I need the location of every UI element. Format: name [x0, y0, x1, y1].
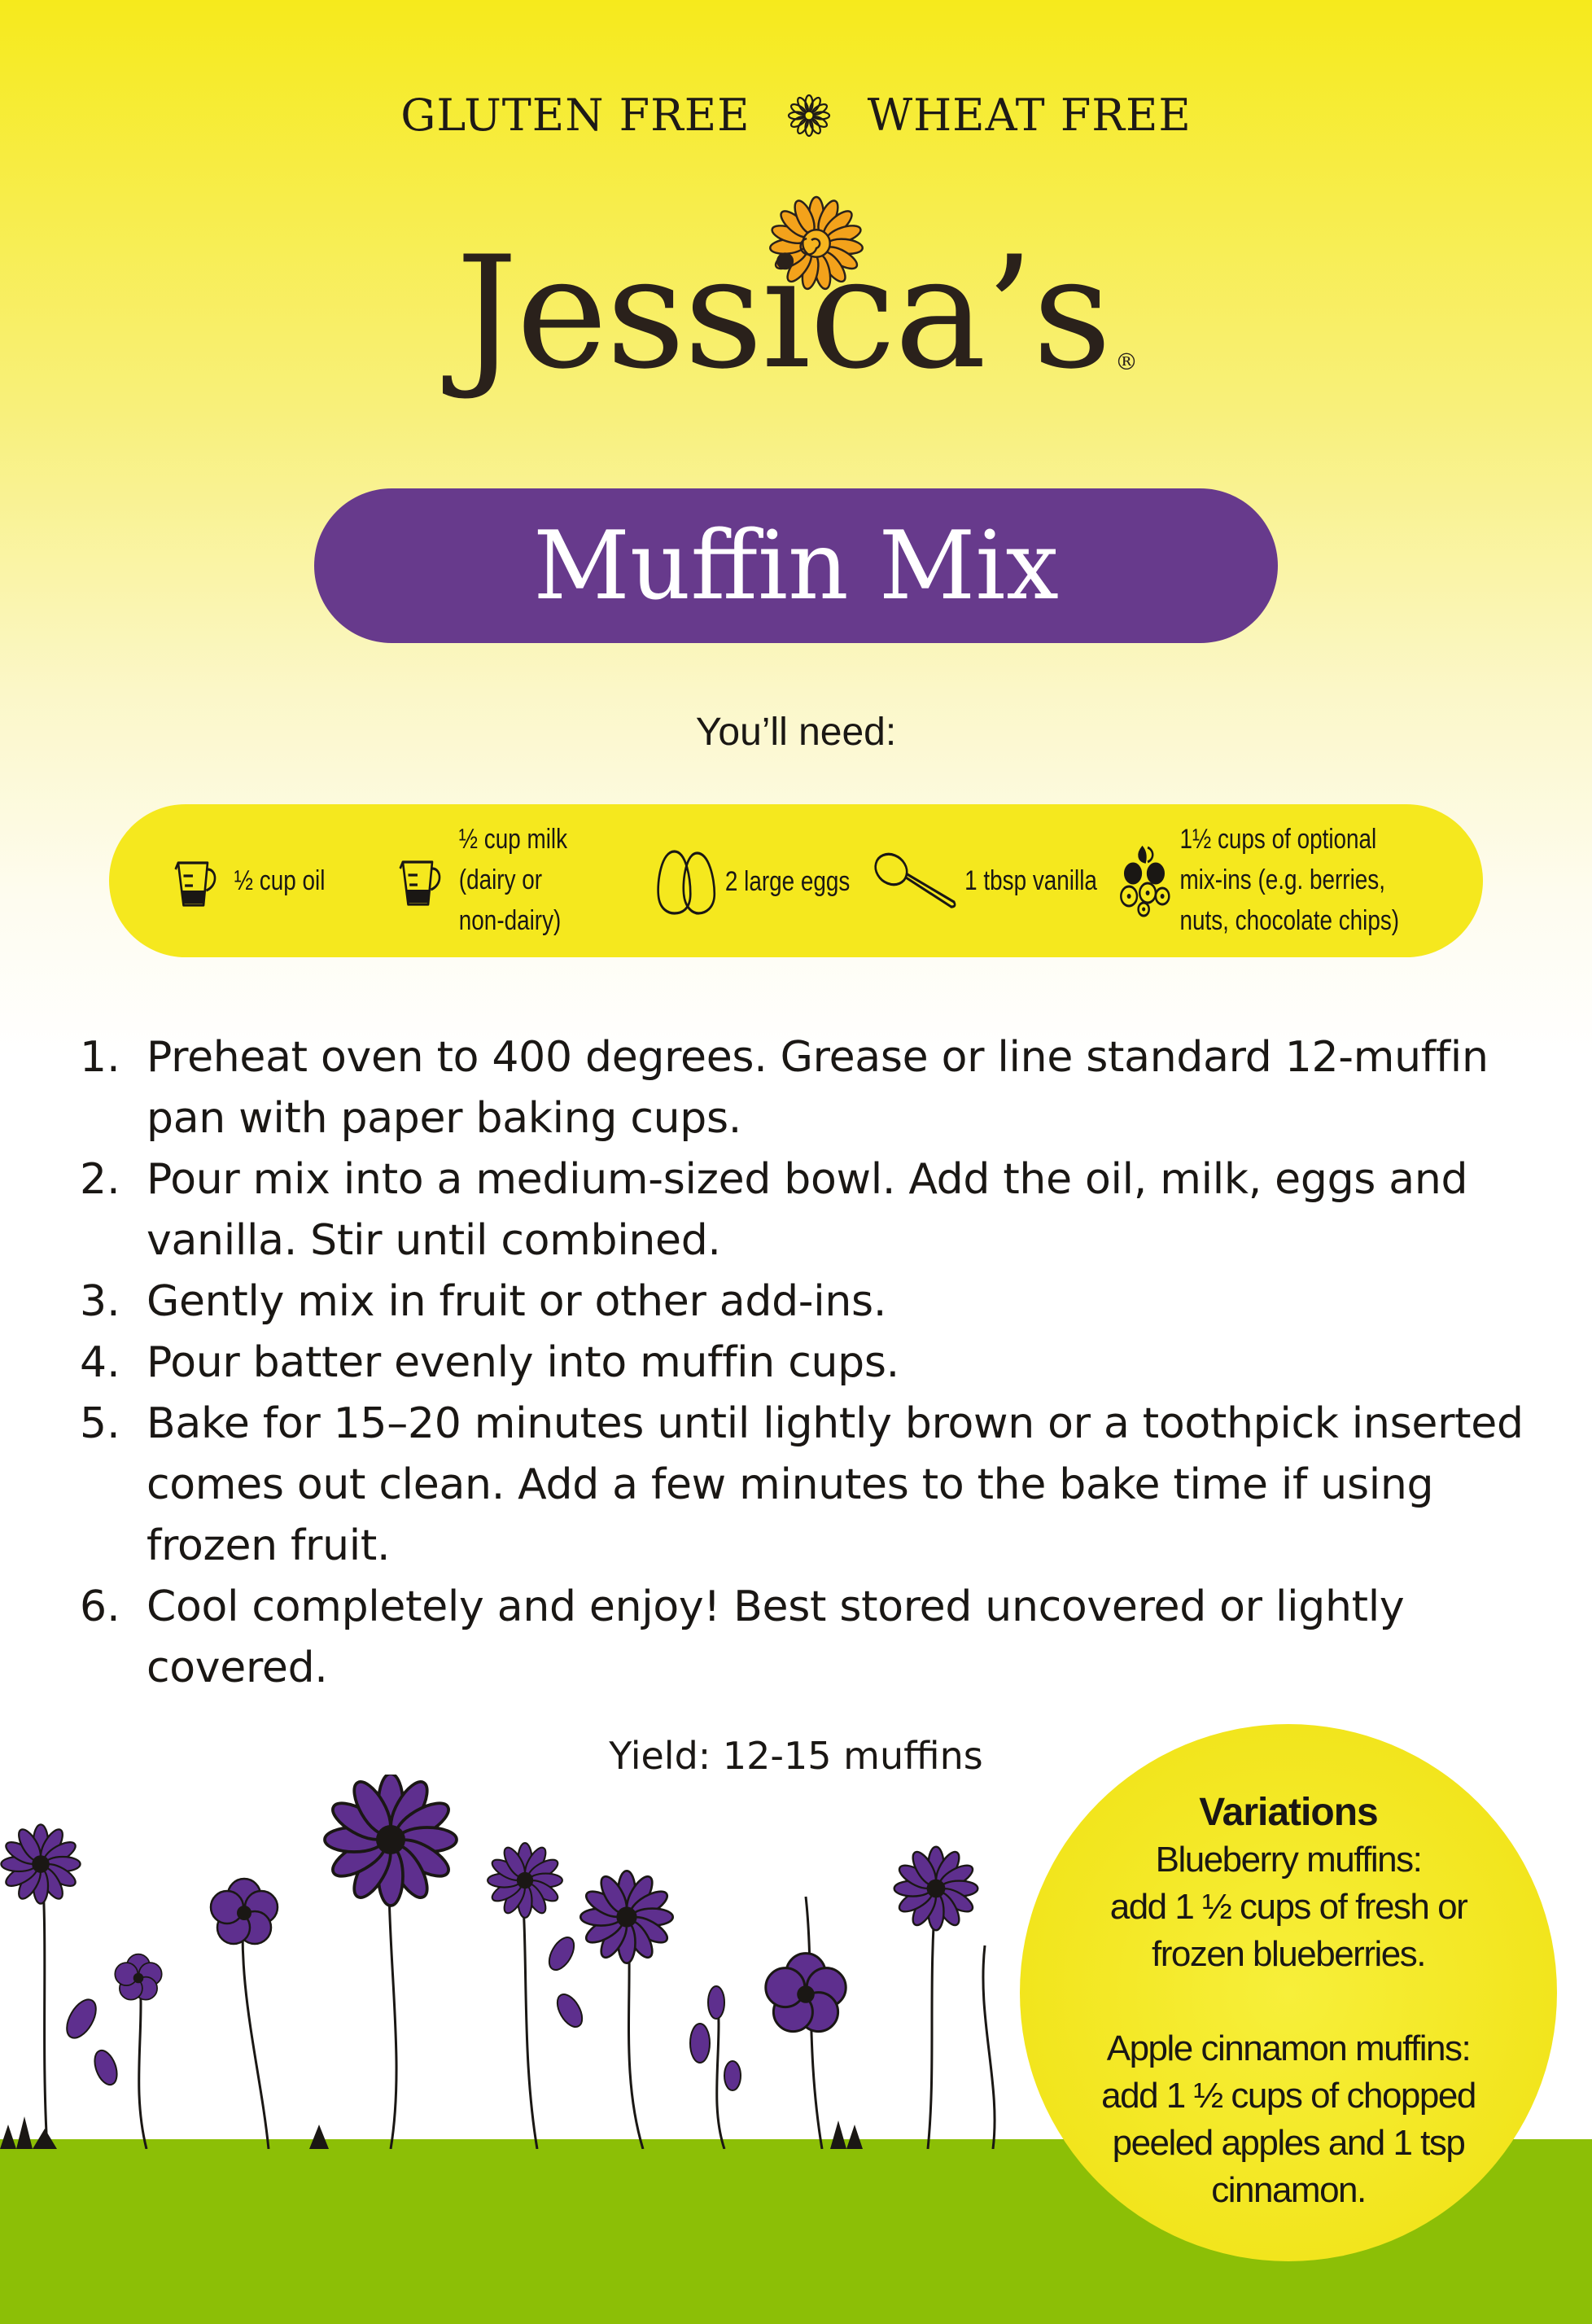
- instruction-step: 3. Gently mix in fruit or other add-ins.: [80, 1277, 887, 1326]
- measuring-cup-icon: [399, 851, 453, 909]
- berries-icon: [1118, 843, 1173, 917]
- variation-blueberry: Blueberry muffins: add 1 ½ cups of fresh or frozen blueberries.: [1109, 1840, 1467, 1974]
- spoon-icon: [873, 848, 958, 913]
- ingredient-mix-ins: [1118, 819, 1399, 941]
- variations-badge: [1020, 1724, 1557, 2261]
- flower-icon: [786, 93, 832, 138]
- product-title-pill: [314, 488, 1278, 643]
- variations-title: Variations: [1199, 1791, 1378, 1834]
- product-title: Muffin Mix: [533, 510, 1059, 621]
- brand-name: Jessica’s: [456, 223, 1110, 403]
- ingredients-band: [109, 804, 1483, 957]
- eggs-icon: [654, 847, 719, 917]
- dietary-badges: [0, 90, 1592, 141]
- purple-flowers-illustration: [0, 1775, 1058, 2149]
- gluten-free-label: GLUTEN FREE: [400, 90, 750, 141]
- wheat-free-label: WHEAT FREE: [867, 90, 1192, 141]
- ingredient-text: ½ cup milk (dairy or non-dairy): [458, 824, 568, 936]
- ingredient-text: 1 tbsp vanilla: [964, 865, 1097, 896]
- ingredient-text: 2 large eggs: [724, 866, 851, 897]
- ingredients-heading: You’ll need:: [695, 711, 897, 754]
- ingredient-eggs: [654, 847, 850, 917]
- registered-mark: ®: [1114, 348, 1136, 375]
- ingredient-text: 1½ cups of optional mix-ins (e.g. berries, nuts, chocolate chips): [1179, 824, 1400, 936]
- measuring-cup-icon: [174, 851, 228, 910]
- instruction-step: 5. Bake for 15–20 minutes until lightly brown or a toothpick inserted comes out clean. Add a few minutes to the bake time if using frozen fruit.: [80, 1399, 1524, 1570]
- instruction-step: 2. Pour mix into a medium-sized bowl. Add the oil, milk, eggs and vanilla. Stir until combined.: [80, 1155, 1468, 1265]
- variation-apple-cinnamon: Apple cinnamon muffins: add 1 ½ cups of chopped peeled apples and 1 tsp cinnamon.: [1101, 2029, 1476, 2210]
- instruction-step: 6. Cool completely and enjoy! Best stored uncovered or lightly covered.: [80, 1582, 1405, 1692]
- instruction-step: 4. Pour batter evenly into muffin cups.: [80, 1338, 899, 1387]
- instructions-list: [80, 1027, 1529, 1699]
- brand-wordmark: [0, 223, 1592, 403]
- yield-text: Yield: 12-15 muffins: [609, 1734, 983, 1778]
- ingredient-milk: [399, 819, 567, 941]
- ingredient-vanilla: [873, 848, 1097, 913]
- ingredient-text: ½ cup oil: [234, 865, 326, 896]
- instruction-step: 1. Preheat oven to 400 degrees. Grease or line standard 12-muffin pan with paper baking cups.: [80, 1033, 1489, 1143]
- ingredient-oil: [174, 851, 325, 910]
